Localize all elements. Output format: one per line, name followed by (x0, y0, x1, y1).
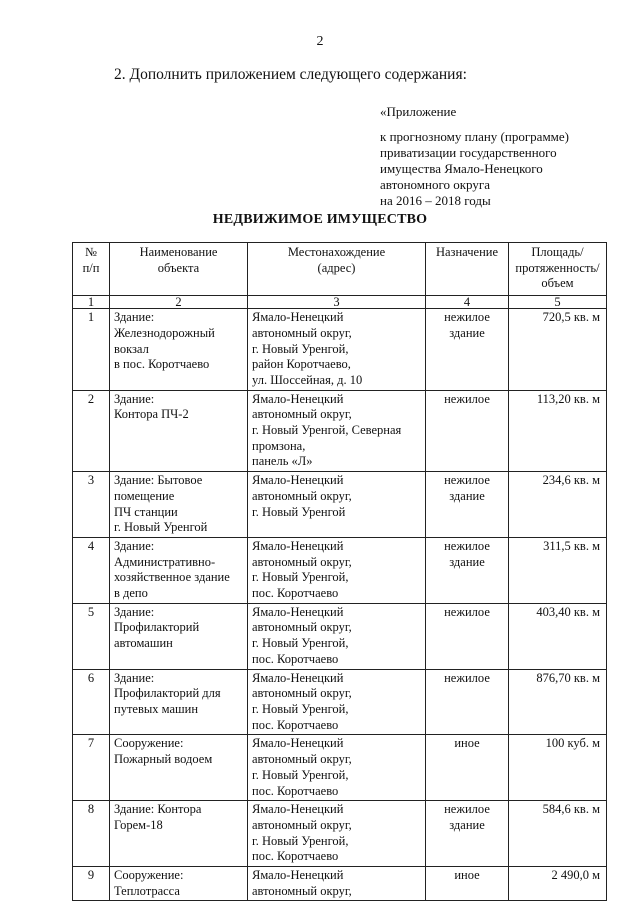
header-purpose (426, 243, 509, 296)
table-row (73, 801, 607, 867)
purpose-line: нежилое (444, 538, 490, 553)
name-line: вокзал (114, 341, 149, 356)
row-number: 7 (73, 735, 110, 801)
object-purpose (426, 390, 509, 472)
table-header-row (73, 243, 607, 296)
location-line: г. Новый Уренгой, (252, 833, 349, 848)
header-text: (адрес) (317, 260, 356, 275)
location-line: автономный округ, (252, 686, 352, 701)
object-location (248, 603, 426, 669)
purpose-line: нежилое (444, 802, 490, 817)
name-line: Административно- (114, 554, 216, 569)
name-line: Горем-18 (114, 817, 163, 832)
name-line: Профилакторий (114, 620, 200, 635)
name-line: Здание: Бытовое (114, 473, 203, 488)
header-text: Местонахождение (287, 245, 386, 259)
location-line: пос. Коротчаево (252, 717, 339, 732)
header-text: объем (541, 276, 574, 291)
header-text: протяженность/ (515, 260, 600, 275)
object-area: 234,6 кв. м (509, 472, 607, 538)
location-line: г. Новый Уренгой, (252, 767, 349, 782)
page-number: 2 (316, 34, 324, 49)
location-line: г. Новый Уренгой (252, 504, 346, 519)
location-line: промзона, (252, 438, 306, 453)
location-line: автономный округ, (252, 817, 352, 832)
name-line: г. Новый Уренгой (114, 520, 208, 535)
object-location (248, 390, 426, 472)
object-purpose (426, 537, 509, 603)
name-line: Здание: (114, 670, 155, 685)
object-area: 311,5 кв. м (509, 537, 607, 603)
header-text: объекта (157, 260, 200, 275)
table-row (73, 735, 607, 801)
header-text: Площадь/ (531, 245, 584, 259)
location-line: г. Новый Уренгой, (252, 701, 349, 716)
header-area (509, 243, 607, 296)
object-name (110, 309, 248, 391)
location-line: пос. Коротчаево (252, 586, 339, 601)
name-line: Здание: Контора (114, 802, 202, 817)
object-area: 100 куб. м (509, 735, 607, 801)
table-body (73, 309, 607, 901)
name-line: Здание: (114, 604, 155, 619)
object-area: 584,6 кв. м (509, 801, 607, 867)
object-location (248, 801, 426, 867)
row-number: 8 (73, 801, 110, 867)
column-number: 4 (426, 296, 509, 309)
column-number: 5 (509, 296, 607, 309)
location-line: Ямало-Ненецкий (252, 391, 344, 406)
object-purpose (426, 669, 509, 735)
table-row (73, 867, 607, 901)
name-line: Здание: (114, 310, 155, 325)
object-location (248, 735, 426, 801)
name-line: путевых машин (114, 701, 199, 716)
appendix-lines (380, 129, 569, 209)
object-location (248, 537, 426, 603)
object-location (248, 867, 426, 901)
object-area: 2 490,0 м (509, 867, 607, 901)
location-line: автономный округ, (252, 407, 352, 422)
header-text: п/п (82, 260, 100, 275)
location-line: автономный округ, (252, 325, 352, 340)
location-line: Ямало-Ненецкий (252, 670, 344, 685)
location-line: г. Новый Уренгой, (252, 636, 349, 651)
appendix-line: автономного округа (380, 177, 490, 192)
name-line: помещение (114, 488, 175, 503)
row-number: 1 (73, 309, 110, 391)
location-line: автономный округ, (252, 883, 352, 898)
row-number: 4 (73, 537, 110, 603)
header-name (110, 243, 248, 296)
table-row (73, 603, 607, 669)
column-number-row (73, 296, 607, 309)
location-line: автономный округ, (252, 488, 352, 503)
name-line: Контора ПЧ-2 (114, 407, 189, 422)
header-num (73, 243, 110, 296)
purpose-line: здание (449, 325, 485, 340)
column-number: 3 (248, 296, 426, 309)
appendix-header (380, 104, 569, 209)
object-location (248, 472, 426, 538)
location-line: Ямало-Ненецкий (252, 868, 344, 883)
object-name (110, 801, 248, 867)
name-line: Здание: (114, 538, 155, 553)
location-line: Ямало-Ненецкий (252, 604, 344, 619)
purpose-line: иное (454, 736, 480, 751)
object-name (110, 669, 248, 735)
purpose-line: здание (449, 817, 485, 832)
purpose-line: нежилое (444, 391, 490, 406)
name-line: Теплотрасса (114, 883, 180, 898)
object-area: 876,70 кв. м (509, 669, 607, 735)
location-line: автономный округ, (252, 554, 352, 569)
column-number: 2 (110, 296, 248, 309)
row-number: 3 (73, 472, 110, 538)
location-line: пос. Коротчаево (252, 651, 339, 666)
object-name (110, 390, 248, 472)
appendix-line: к прогнозному плану (программе) (380, 129, 569, 144)
column-number: 1 (73, 296, 110, 309)
object-name (110, 603, 248, 669)
section-title: НЕДВИЖИМОЕ ИМУЩЕСТВО (212, 212, 428, 227)
location-line: Ямало-Ненецкий (252, 802, 344, 817)
row-number: 2 (73, 390, 110, 472)
purpose-line: нежилое (444, 670, 490, 685)
name-line: Профилакторий для (114, 686, 221, 701)
location-line: г. Новый Уренгой, Северная (252, 423, 402, 438)
table-row (73, 537, 607, 603)
name-line: хозяйственное здание (114, 570, 230, 585)
row-number: 9 (73, 867, 110, 901)
name-line: Пожарный водоем (114, 752, 213, 767)
object-name (110, 537, 248, 603)
location-line: панель «Л» (252, 454, 313, 469)
name-line: Здание: (114, 391, 155, 406)
table-row (73, 309, 607, 391)
header-text: Наименование (139, 245, 218, 259)
name-line: ПЧ станции (114, 504, 178, 519)
object-purpose (426, 603, 509, 669)
object-area: 113,20 кв. м (509, 390, 607, 472)
purpose-line: здание (449, 554, 485, 569)
object-name (110, 867, 248, 901)
header-text: Назначение (435, 245, 498, 259)
location-line: ул. Шоссейная, д. 10 (252, 372, 363, 387)
location-line: Ямало-Ненецкий (252, 736, 344, 751)
object-name (110, 472, 248, 538)
location-line: автономный округ, (252, 620, 352, 635)
purpose-line: нежилое (444, 473, 490, 488)
header-text: № (85, 245, 97, 259)
appendix-line: приватизации государственного (380, 145, 557, 160)
name-line: в депо (114, 586, 148, 601)
name-line: Сооружение: (114, 736, 184, 751)
location-line: пос. Коротчаево (252, 849, 339, 864)
purpose-line: иное (454, 868, 480, 883)
object-purpose (426, 735, 509, 801)
appendix-title: «Приложение (380, 104, 457, 119)
object-location (248, 669, 426, 735)
purpose-line: нежилое (444, 604, 490, 619)
location-line: пос. Коротчаево (252, 783, 339, 798)
object-purpose (426, 867, 509, 901)
location-line: Ямало-Ненецкий (252, 538, 344, 553)
object-purpose (426, 801, 509, 867)
intro-text: 2. Дополнить приложением следующего содержания: (114, 66, 467, 83)
name-line: автомашин (114, 636, 173, 651)
appendix-line: на 2016 – 2018 годы (380, 193, 491, 208)
object-area: 403,40 кв. м (509, 603, 607, 669)
header-location (248, 243, 426, 296)
location-line: г. Новый Уренгой, (252, 341, 349, 356)
object-location (248, 309, 426, 391)
name-line: в пос. Коротчаево (114, 357, 210, 372)
location-line: автономный округ, (252, 752, 352, 767)
table-row (73, 390, 607, 472)
location-line: Ямало-Ненецкий (252, 473, 344, 488)
purpose-line: здание (449, 488, 485, 503)
location-line: район Коротчаево, (252, 357, 351, 372)
object-purpose (426, 309, 509, 391)
name-line: Железнодорожный (114, 325, 215, 340)
name-line: Сооружение: (114, 868, 184, 883)
property-table (72, 242, 607, 901)
object-purpose (426, 472, 509, 538)
row-number: 6 (73, 669, 110, 735)
table-row (73, 472, 607, 538)
appendix-line: имущества Ямало-Ненецкого (380, 161, 543, 176)
row-number: 5 (73, 603, 110, 669)
object-name (110, 735, 248, 801)
purpose-line: нежилое (444, 310, 490, 325)
object-area: 720,5 кв. м (509, 309, 607, 391)
location-line: г. Новый Уренгой, (252, 570, 349, 585)
table-row (73, 669, 607, 735)
location-line: Ямало-Ненецкий (252, 310, 344, 325)
